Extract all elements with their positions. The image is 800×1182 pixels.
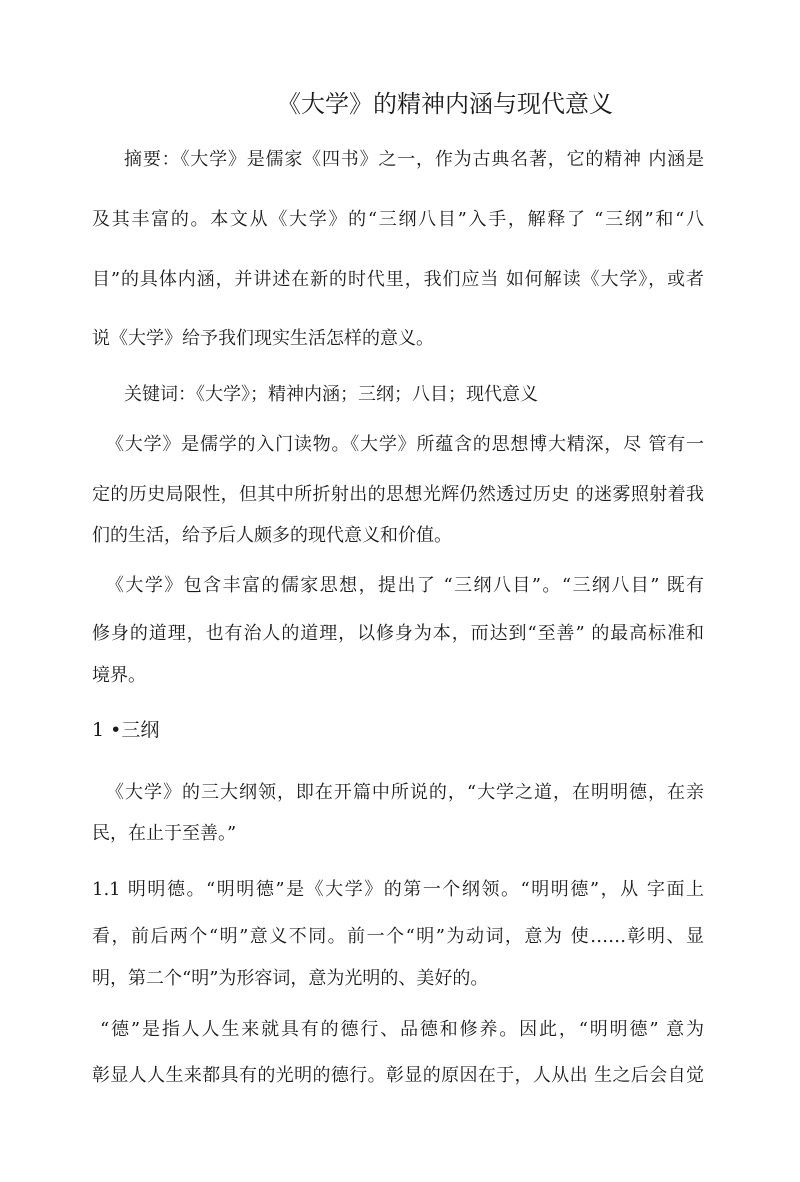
abstract-line: 及其丰富的。本文从《大学》的“三纲八目”入手，解释了 “三纲”和“八 — [92, 209, 704, 230]
paragraph-line: 民，在止于至善。” — [92, 823, 237, 844]
document-title: 《大学》的精神内涵与现代意义 — [277, 90, 613, 118]
paragraph-line: 彰显人人生来都具有的光明的德行。彰显的原因在于，人从出 生之后会自觉 — [92, 1065, 704, 1086]
paragraph-line: 《大学》是儒学的入门读物。《大学》所蕴含的思想博大精深，尽 管有一 — [106, 434, 704, 455]
paragraph-line: 境界。 — [92, 665, 146, 686]
abstract-line: 目”的具体内涵，并讲述在新的时代里，我们应当 如何解读《大学》，或者 — [92, 269, 704, 290]
abstract-line: 说《大学》给予我们现实生活怎样的意义。 — [92, 328, 434, 349]
paragraph-line: 《大学》包含丰富的儒家思想，提出了 “三纲八目”。“三纲八目” 既有 — [106, 575, 704, 596]
paragraph-line: 定的历史局限性，但其中所折射出的思想光辉仍然透过历史 的迷雾照射着我 — [92, 484, 704, 505]
section-heading: 1 •三纲 — [92, 719, 160, 741]
paragraph-line: 看，前后两个“明”意义不同。前一个“明”为动词，意为 使……彰明、显 — [92, 926, 704, 947]
abstract-line: 摘要：《大学》是儒家《四书》之一，作为古典名著，它的精神 内涵是 — [124, 149, 704, 170]
paragraph-line: “德”是指人人生来就具有的德行、品德和修养。因此，“明明德” 意为 — [100, 1019, 704, 1040]
paragraph-line: 们的生活，给予后人颇多的现代意义和价值。 — [92, 525, 452, 546]
paragraph-line: 修身的道理，也有治人的道理，以修身为本，而达到“至善” 的最高标准和 — [92, 623, 704, 644]
keywords: 关键词：《大学》；精神内涵；三纲；八目；现代意义 — [124, 384, 538, 405]
paragraph-line: 《大学》的三大纲领，即在开篇中所说的，“大学之道，在明明德，在亲 — [106, 782, 704, 803]
paragraph-line: 1.1 明明德。“明明德”是《大学》的第一个纲领。“明明德”，从 字面上 — [92, 879, 704, 900]
paragraph-line: 明，第二个“明”为形容词，意为光明的、美好的。 — [92, 968, 489, 989]
